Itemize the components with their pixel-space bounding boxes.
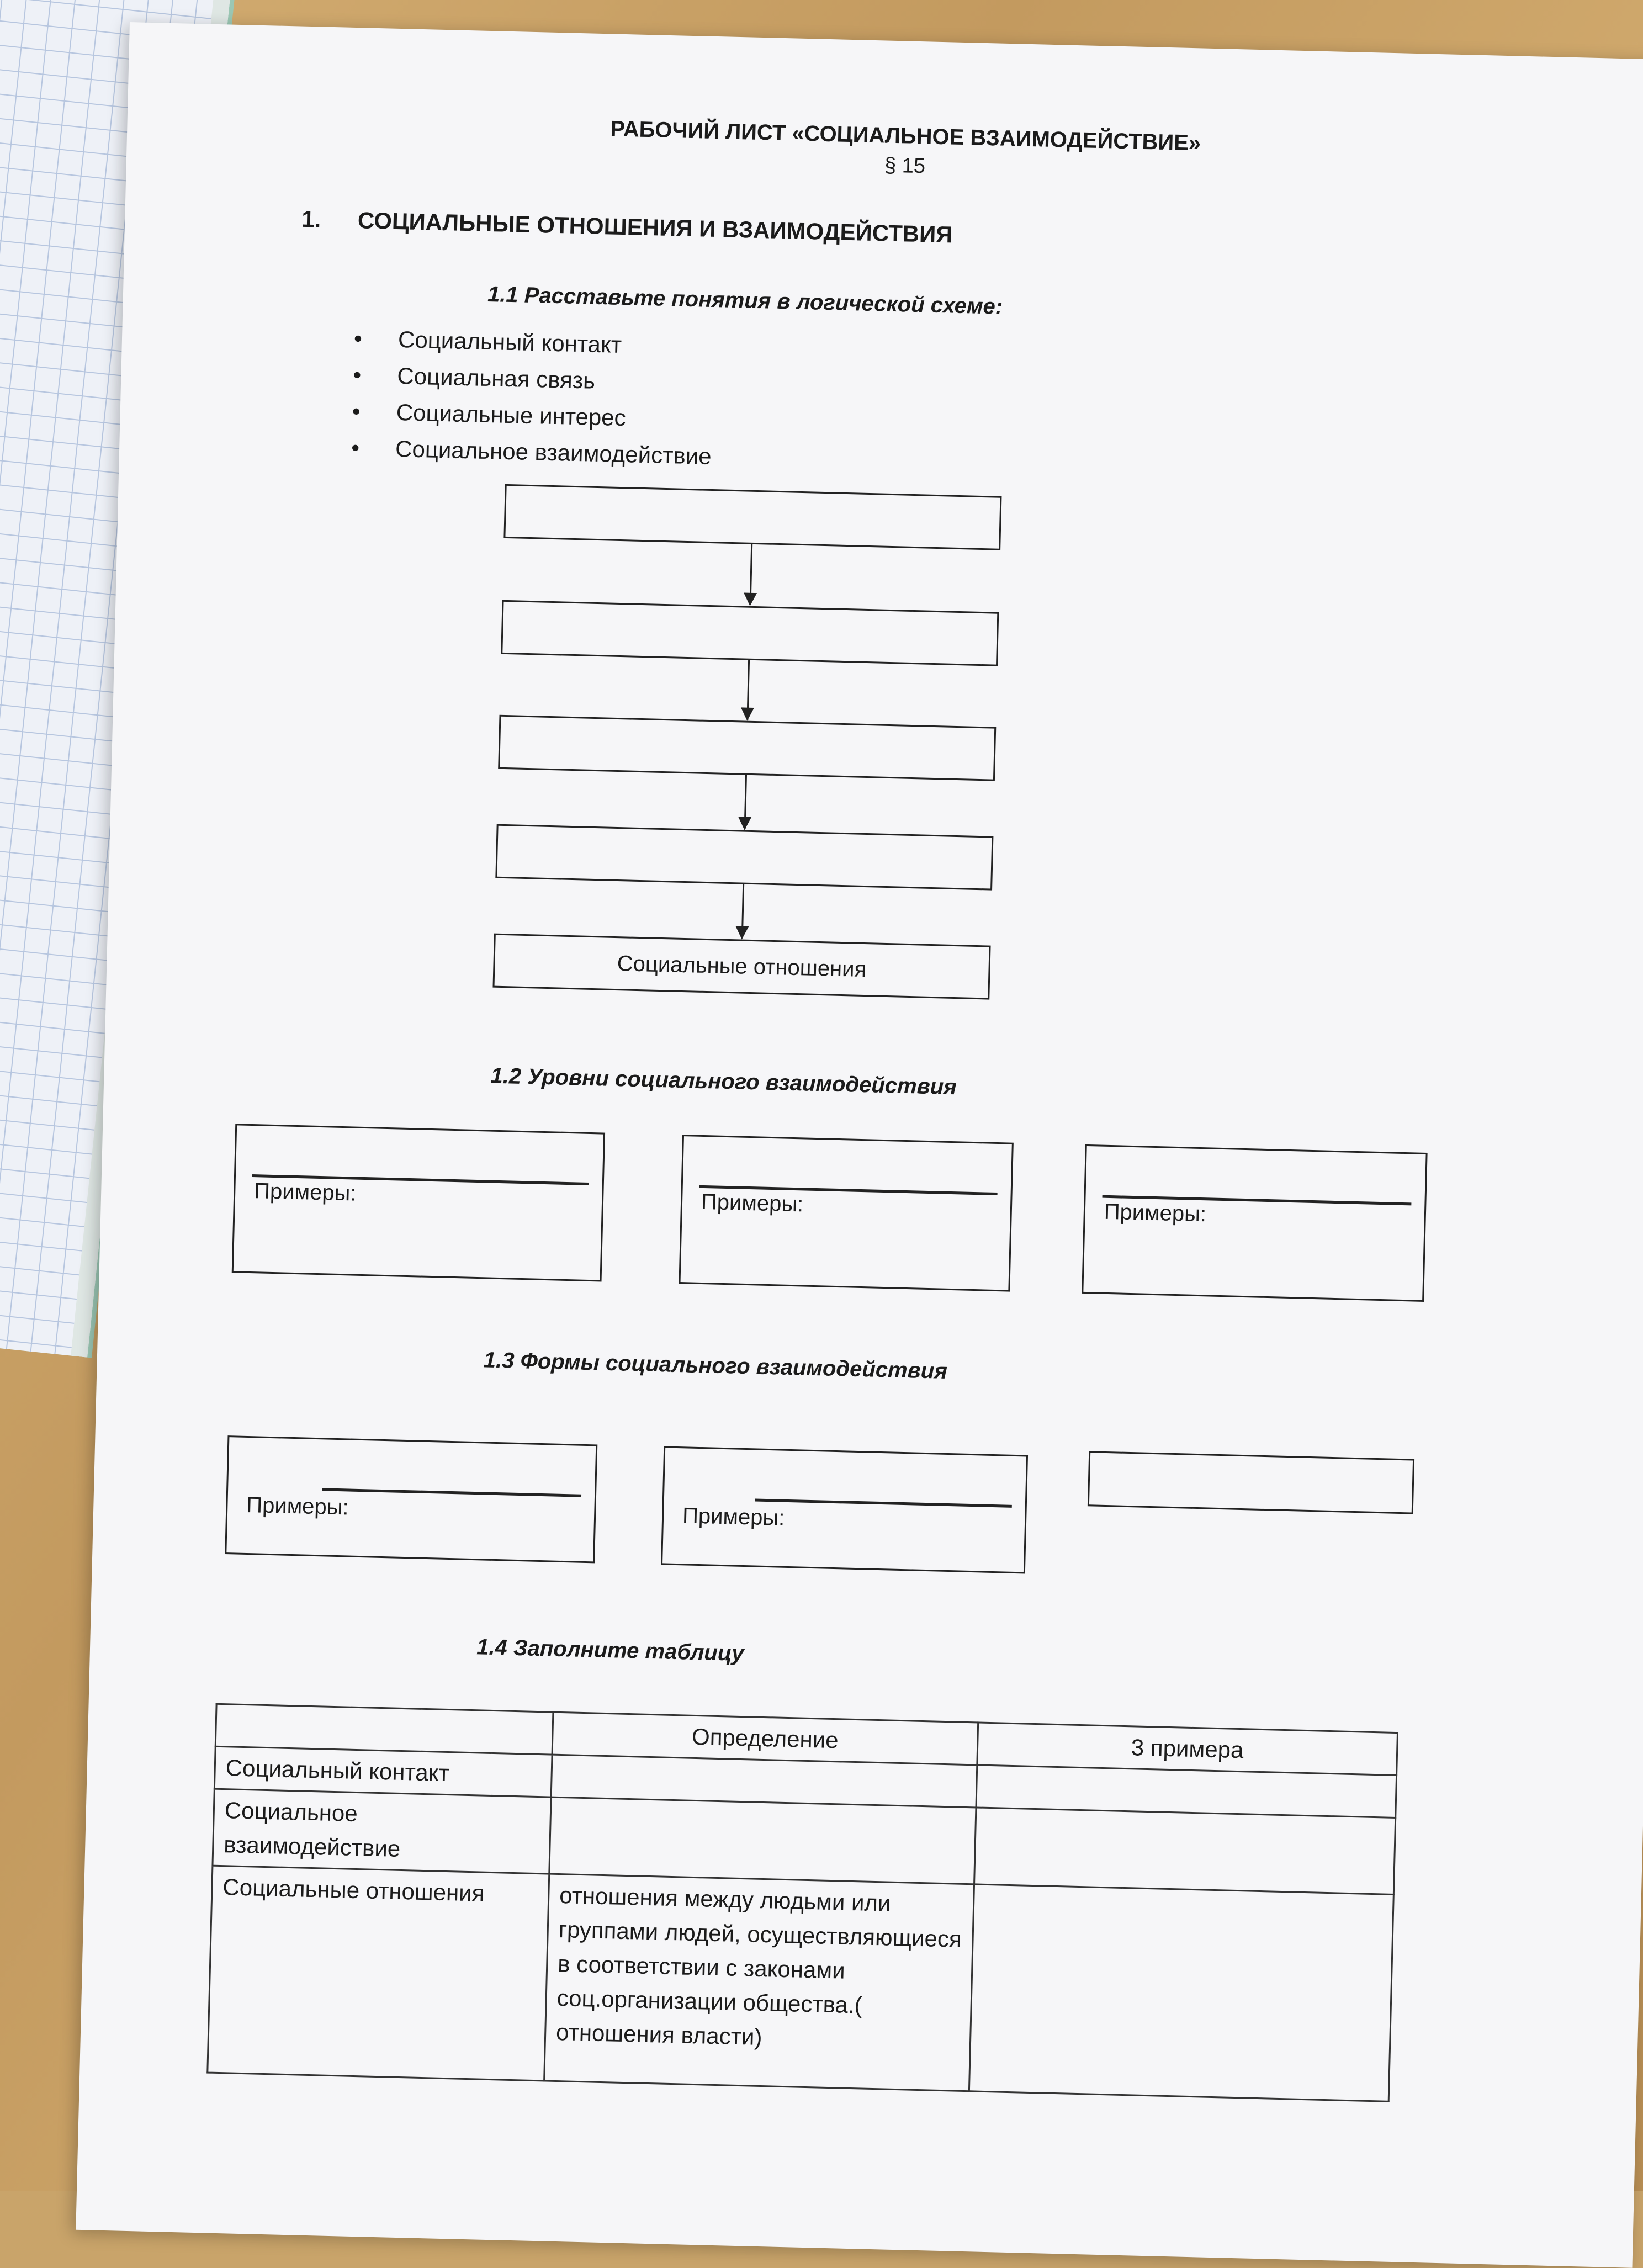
table-header-cell: Определение	[552, 1712, 978, 1765]
form-box-3[interactable]	[1088, 1451, 1414, 1514]
worksheet-paper	[76, 22, 1643, 2268]
flow-box-4[interactable]	[495, 824, 993, 891]
flow-arrow	[750, 544, 753, 605]
concept-item: • Социальное взаимодействие	[351, 430, 712, 475]
table-term-cell: Социальный контакт	[214, 1746, 552, 1797]
paragraph-number: § 15	[884, 153, 926, 178]
table-definition-cell[interactable]	[549, 1797, 976, 1884]
flow-arrow	[744, 775, 747, 829]
table-definition-cell[interactable]: отношения между людьми или группами людей, осуществляющиеся в соответствии с законами соц.организации общества.( отношения власти)	[544, 1874, 974, 2091]
table-header-cell	[215, 1704, 553, 1755]
table-term-cell: Социальные отношения	[208, 1866, 549, 2081]
examples-label: Примеры:	[701, 1189, 804, 1217]
task-1-3-label: 1.3 Формы социального взаимодействия	[483, 1348, 948, 1384]
task-1-1-label: 1.1 Расставьте понятия в логической схеме:	[487, 282, 1003, 319]
examples-label: Примеры:	[682, 1503, 785, 1530]
form-box-1	[225, 1435, 597, 1563]
task-1-2-label: 1.2 Уровни социального взаимодействия	[490, 1063, 957, 1100]
concept-list	[351, 320, 714, 475]
table-header-cell: 3 примера	[977, 1723, 1398, 1776]
flow-box-1[interactable]	[504, 484, 1001, 550]
fill-table	[206, 1703, 1398, 2102]
table-row	[208, 1866, 1394, 2101]
examples-label: Примеры:	[246, 1492, 349, 1520]
concept-item: • Социальный контакт	[353, 320, 714, 365]
flow-box-2[interactable]	[501, 600, 999, 666]
form-blank-line[interactable]	[755, 1498, 1012, 1507]
level-box-3	[1082, 1144, 1427, 1302]
flow-arrow	[746, 660, 750, 720]
level-box-2	[679, 1135, 1013, 1292]
table-term-cell: Социальное взаимодействие	[213, 1789, 551, 1874]
section-1-title: СОЦИАЛЬНЫЕ ОТНОШЕНИЯ И ВЗАИМОДЕЙСТВИЯ	[357, 207, 953, 248]
task-1-4-label: 1.4 Заполните таблицу	[476, 1635, 745, 1666]
worksheet-title: РАБОЧИЙ ЛИСТ «СОЦИАЛЬНОЕ ВЗАИМОДЕЙСТВИЕ»	[610, 116, 1201, 156]
flow-box-final: Социальные отношения	[492, 934, 990, 1000]
table-examples-cell[interactable]	[974, 1808, 1396, 1895]
section-1-number: 1.	[301, 205, 321, 232]
form-blank-line[interactable]	[322, 1488, 581, 1497]
flow-box-3[interactable]	[498, 715, 996, 781]
table-examples-cell[interactable]	[969, 1884, 1393, 2101]
examples-label: Примеры:	[1104, 1199, 1207, 1227]
flow-arrow	[741, 884, 744, 939]
concept-item: • Социальные интерес	[352, 393, 713, 438]
form-box-2	[661, 1446, 1028, 1573]
section-1-heading	[301, 206, 953, 248]
examples-label: Примеры:	[253, 1179, 357, 1206]
level-box-1	[232, 1124, 605, 1281]
concept-item: • Социальная связь	[353, 357, 714, 402]
